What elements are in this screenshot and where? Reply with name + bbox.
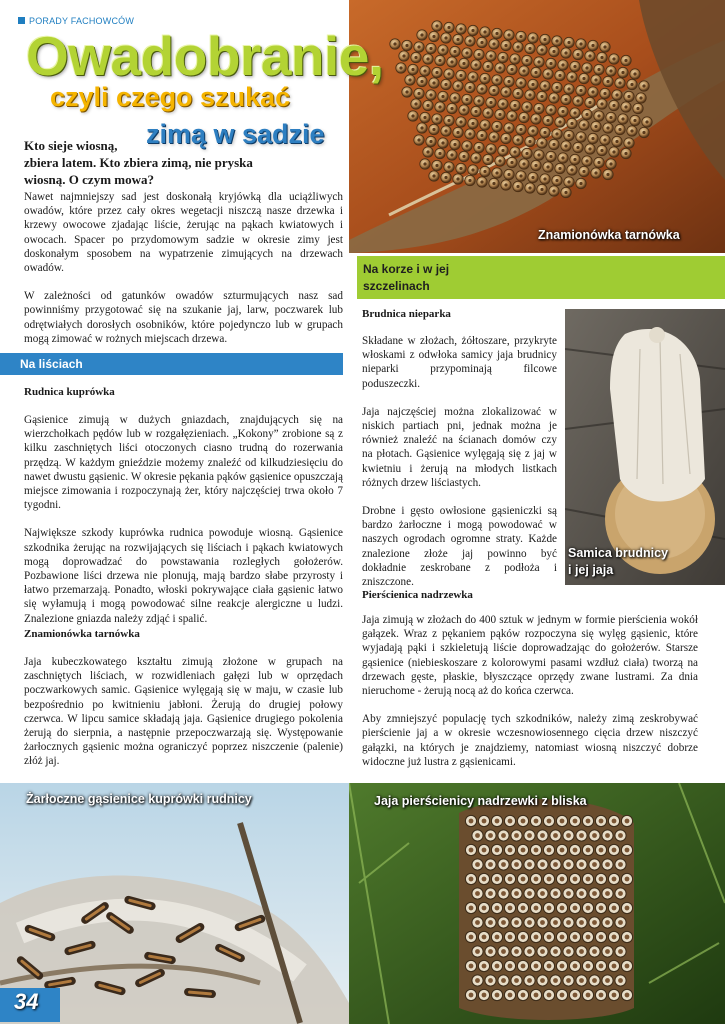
- page-title: Owadobranie,: [26, 25, 384, 87]
- intro-text: [24, 190, 343, 346]
- heading-leaves: Na liściach: [20, 357, 83, 371]
- intro-paragraph-1: Nawet najmniejszy sad jest doskonałą kryjówką dla uciążliwych owadów, które przez cały okres wegetacji niszczą nasze drzewka i krzewy owocowe zjadając liście, żerując na pąkach kwiatowych i owocach. Spacer po przydomowym sadzie w okresie zimy jest doskonałym sposobem na wypatrzenie zimujących na drzewach owadów.: [24, 191, 343, 275]
- pierscienica-paragraph-1: Jaja zimują w złożach do 400 sztuk w jednym w formie pierścienia wokół gałązek. Wraz z pękaniem pąków rozpoczyna się wylęg gąsienic, które wyjadają pąki i szkieletują liście doprowadzając do gołożerów. Starsze gąsienice (niebieskoszare z kolorowymi pasami wzdłuż ciała) tworzą na drzewach gęste, płaskie, błyszczące oprzędy zwane lustrami. Za dnia nieruchome - żerują nocą aż do końca czerwca.: [362, 614, 698, 698]
- photo-znamionowka-eggs: [349, 0, 725, 253]
- znamionowka-paragraph-1: Jaja kubeczkowatego kształtu zimują złożone w grupach na zaschniętych liściach, w rozwidleniach gałęzi lub w oprzędach poczwarkowych samic. Gąsienice wylęgają się w maju, w czasie lub bezpośrednio po kwitnieniu jabłoni. Żerują do drugiej połowy czerwca. W lipcu samice składają jaja. Gąsienice drugiego pokolenia żerują do sierpnia, a następnie przepoczwarzają się. Występowanie żarłocznych gąsienic można ograniczyć poprzez niszczenie (palenie) złóż jaj.: [24, 656, 343, 768]
- page-number: 34: [14, 989, 39, 1014]
- brudnica-paragraph-3: Drobne i gęsto owłosione gąsieniczki są bardzo żarłoczne i mogą powodować w naszych ogrodach ogromne straty. Każde znalezione złoże jaj powinno być dokładnie zeskrobane z podłoża i zniszczone.: [362, 505, 557, 589]
- caption-brudnica-2: i jej jaja: [568, 563, 614, 577]
- lead-line-2: zbiera latem. Kto zbiera zimą, nie pryska: [24, 155, 253, 170]
- caption-kuprowka: Żarłoczne gąsienice kuprówki rudnicy: [26, 792, 252, 806]
- section-square-icon: [18, 17, 25, 24]
- pierscienica-paragraph-2: Aby zmniejszyć populację tych szkodników, należy zimą zeskrobywać pierścienie jaj a w okresie wczesnowiosennego cięcia drzew niszczyć gałązki, na których je znajdziemy, natomiast wiosną niszczyć dobrze widoczne już lustra z gąsienicami.: [362, 713, 698, 768]
- heading-rudnica: Rudnica kuprówka: [24, 386, 115, 398]
- photo-brudnica-moth: [565, 309, 725, 585]
- heading-bar-leaves: [0, 353, 343, 375]
- photo-pierscienica-eggs: [349, 783, 725, 1024]
- subtitle-2: zimą w sadzie: [146, 119, 325, 149]
- heading-brudnica: Brudnica nieparka: [362, 308, 451, 320]
- rudnica-text: [24, 413, 343, 626]
- caption-brudnica-1: Samica brudnicy: [568, 546, 669, 560]
- brudnica-paragraph-2: Jaja najczęściej można zlokalizować w niskich partiach pni, jednak można je również znaleźć na ścianach domów czy na płotach. Gąsienice wylęgają się z jaj w kwietniu i żerują na młodych listkach różnych drzew liściastych.: [362, 405, 557, 489]
- caption-pierscienica: Jaja pierścienicy nadrzewki z bliska: [374, 794, 587, 808]
- subtitle-1: czyli czego szukać: [50, 82, 291, 112]
- section-label: PORADY FACHOWCÓW: [29, 16, 135, 26]
- znamionowka-text: [24, 655, 343, 769]
- heading-znamionowka: Znamionówka tarnówka: [24, 628, 140, 640]
- rudnica-paragraph-2: Największe szkody kuprówka rudnica powoduje wiosną. Gąsienice szkodnika żerując na rozwijających się liściach i pąkach kwiatowych mogą doprowadzać do powstawania rozległych gołożerów. Pozbawione liści drzewa nie plonują, mają bardzo słabe przyrosty i łatwo przemarzają. Ponadto, włoski pokrywające ciała gąsienic łatwo się wyłamują i mogą powodować silne reakcje alergiczne u ludzi. Znalezione gniazda należy zdjąć i spalić.: [24, 527, 343, 625]
- intro-paragraph-2: W zależności od gatunków owadów szturmujących nasz sad powinniśmy przygotować się na szukanie jaj, larw, poczwarek lub odrętwiałych dorosłych osobników, które pojedynczo lub w grupach mogą zimować w rożnych miejscach drzewa.: [24, 290, 343, 345]
- caption-znamionowka: Znamionówka tarnówka: [538, 228, 680, 242]
- brudnica-paragraph-1: Składane w złożach, żółtoszare, przykryte włoskami z odwłoka samicy jaja brudnicy nieparki przypominają filcowe poduszeczki.: [362, 335, 557, 390]
- lead-line-3: wiosną. O czym mowa?: [24, 172, 154, 187]
- pierscienica-text: [362, 613, 698, 769]
- rudnica-paragraph-1: Gąsienice zimują w dużych gniazdach, znajdujących się na wierzchołkach pędów lub w rozgałęzieniach. „Kokony” zrobione są z kilku zaschniętych liści otoczonych ciasno trudną do rozerwania przędzą. W każdym gnieździe możemy znaleźć od kilkudziesięciu do nawet dwustu gąsienic. W okresie pękania pąków gąsienice opuszczają miejsce zimowania i rozpoczynają żer, który najczęściej trwa około 7 tygodni.: [24, 414, 343, 512]
- heading-bark: Na korze i w jej szczelinach: [363, 262, 450, 293]
- brudnica-text: [362, 334, 557, 589]
- lead-line-1: Kto sieje wiosną,: [24, 138, 118, 153]
- heading-bar-bark: [357, 256, 725, 299]
- heading-pierscienica: Pierścienica nadrzewka: [362, 589, 473, 601]
